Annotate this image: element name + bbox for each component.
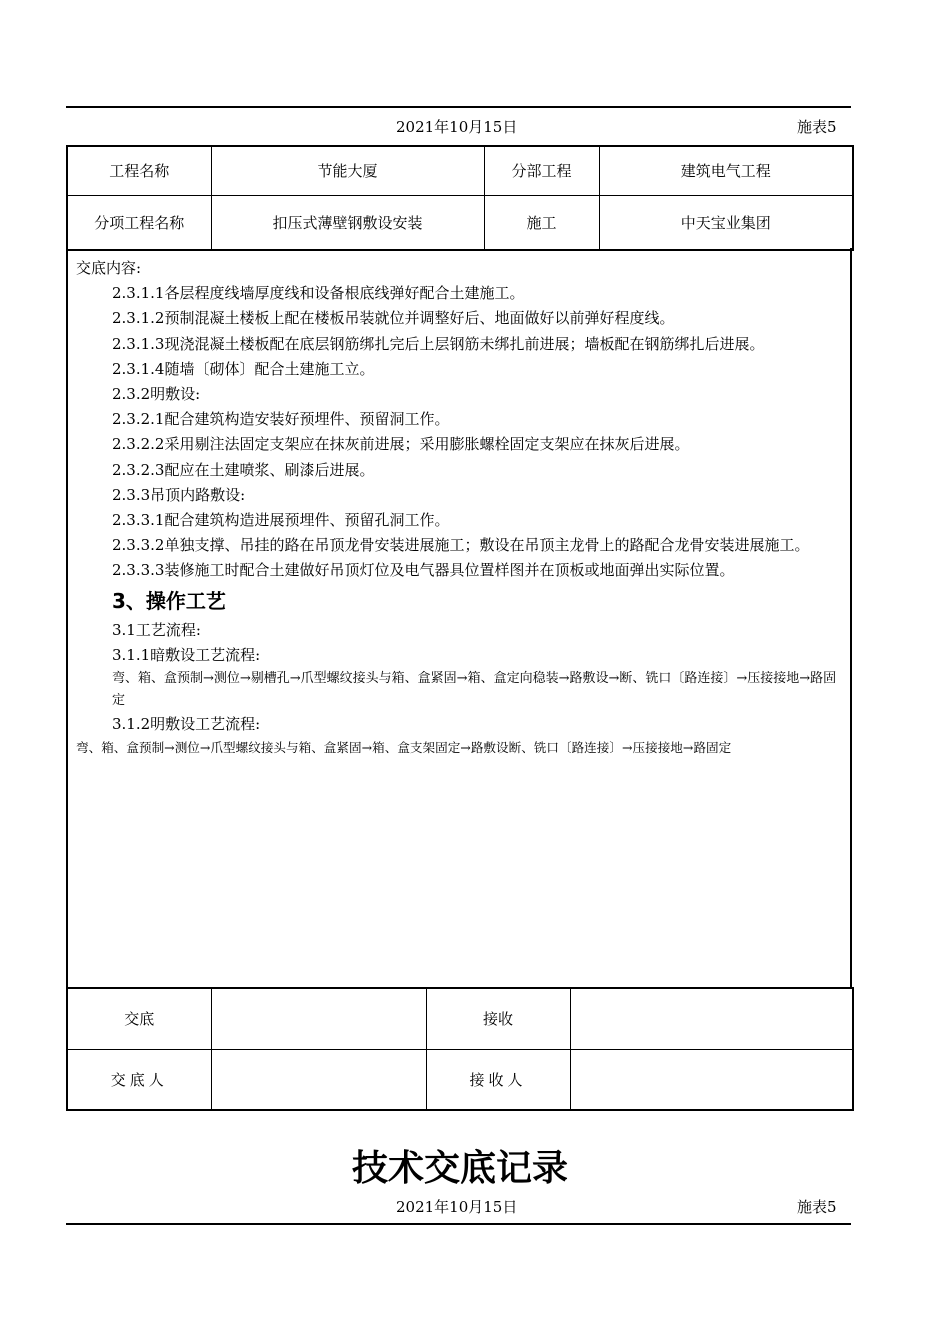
handover-person-label: 交底人 <box>67 1049 211 1110</box>
handover-sign-cell[interactable] <box>211 988 426 1049</box>
page-title: 技术交底记录 <box>351 1148 568 1189</box>
receive-person-label: 接收人 <box>426 1049 570 1110</box>
content-line: 2.3.3吊顶内路敷设: <box>112 485 246 504</box>
receive-label: 接收 <box>426 988 570 1049</box>
content-line: 3.1.2明敷设工艺流程: <box>112 715 261 734</box>
receive-person-cell[interactable] <box>570 1049 853 1110</box>
info-table <box>66 145 854 251</box>
subitem-value: 扣压式薄壁钢敷设安装 <box>211 195 484 250</box>
content-line: 3.1.1暗敷设工艺流程: <box>112 645 261 664</box>
content-line: 2.3.3.3装修施工时配合土建做好吊顶灯位及电气器具位置样图并在顶板或地面弹出实际位置。 <box>112 561 735 580</box>
content-line: 2.3.3.1配合建筑构造进展预埋件、预留孔洞工作。 <box>112 511 450 530</box>
content-border-left <box>66 248 68 988</box>
content-line: 2.3.1.3现浇混凝土楼板配在底层钢筋绑扎完后上层钢筋未绑扎前进展；墙板配在钢筋绑扎后进展。 <box>112 334 765 353</box>
next-date: 2021年10月15日 <box>396 1198 518 1216</box>
bottom-rule <box>66 1223 851 1225</box>
content-border-right <box>850 248 852 988</box>
content-line: 3.1工艺流程: <box>112 620 201 639</box>
subitem-label: 分项工程名称 <box>67 195 211 250</box>
content-intro: 交底内容: <box>76 259 142 277</box>
handover-label: 交底 <box>67 988 211 1049</box>
content-line: 2.3.1.4随墙〔砌体〕配合土建施工立。 <box>112 359 375 378</box>
content-line: 2.3.2明敷设: <box>112 385 201 404</box>
construction-label: 施工 <box>484 195 599 250</box>
content-line: 2.3.2.3配应在土建喷浆、刷漆后进展。 <box>112 460 375 479</box>
division-label: 分部工程 <box>484 146 599 195</box>
construction-value: 中天宝业集团 <box>599 195 853 250</box>
section-title: 3、操作工艺 <box>112 588 226 613</box>
next-form-no: 施表5 <box>797 1198 837 1216</box>
project-name-value: 节能大厦 <box>211 146 484 195</box>
sign-table <box>66 987 854 1111</box>
division-value: 建筑电气工程 <box>599 146 853 195</box>
header-form-no: 施表5 <box>797 118 837 136</box>
project-name-label: 工程名称 <box>67 146 211 195</box>
handover-person-cell[interactable] <box>211 1049 426 1110</box>
content-line: 2.3.2.1配合建筑构造安装好预埋件、预留洞工作。 <box>112 410 450 429</box>
receive-sign-cell[interactable] <box>570 988 853 1049</box>
content-line: 2.3.3.2单独支撑、吊挂的路在吊顶龙骨安装进展施工；敷设在吊顶主龙骨上的路配合龙骨安装进展施工。 <box>112 536 810 555</box>
flow-exposed: 弯、箱、盒预制→测位→爪型螺纹接头与箱、盒紧固→箱、盒支架固定→路敷设断、铣口〔路连接〕→压接接地→路固定 <box>76 740 732 756</box>
flow-concealed: 弯、箱、盒预制→测位→剔槽孔→爪型螺纹接头与箱、盒紧固→箱、盒定向稳装→路敷设→断、铣口〔路连接〕→压接接地→路固定 <box>112 671 837 709</box>
content-line: 2.3.2.2采用剔注法固定支架应在抹灰前进展；采用膨胀螺栓固定支架应在抹灰后进展。 <box>112 435 690 454</box>
top-rule <box>66 106 851 108</box>
handover-content <box>76 256 842 759</box>
header-date: 2021年10月15日 <box>396 118 518 136</box>
content-line: 2.3.1.2预制混凝土楼板上配在楼板吊装就位并调整好后、地面做好以前弹好程度线。 <box>112 309 675 328</box>
content-line: 2.3.1.1各层程度线墙厚度线和设备根底线弹好配合土建施工。 <box>112 284 525 303</box>
